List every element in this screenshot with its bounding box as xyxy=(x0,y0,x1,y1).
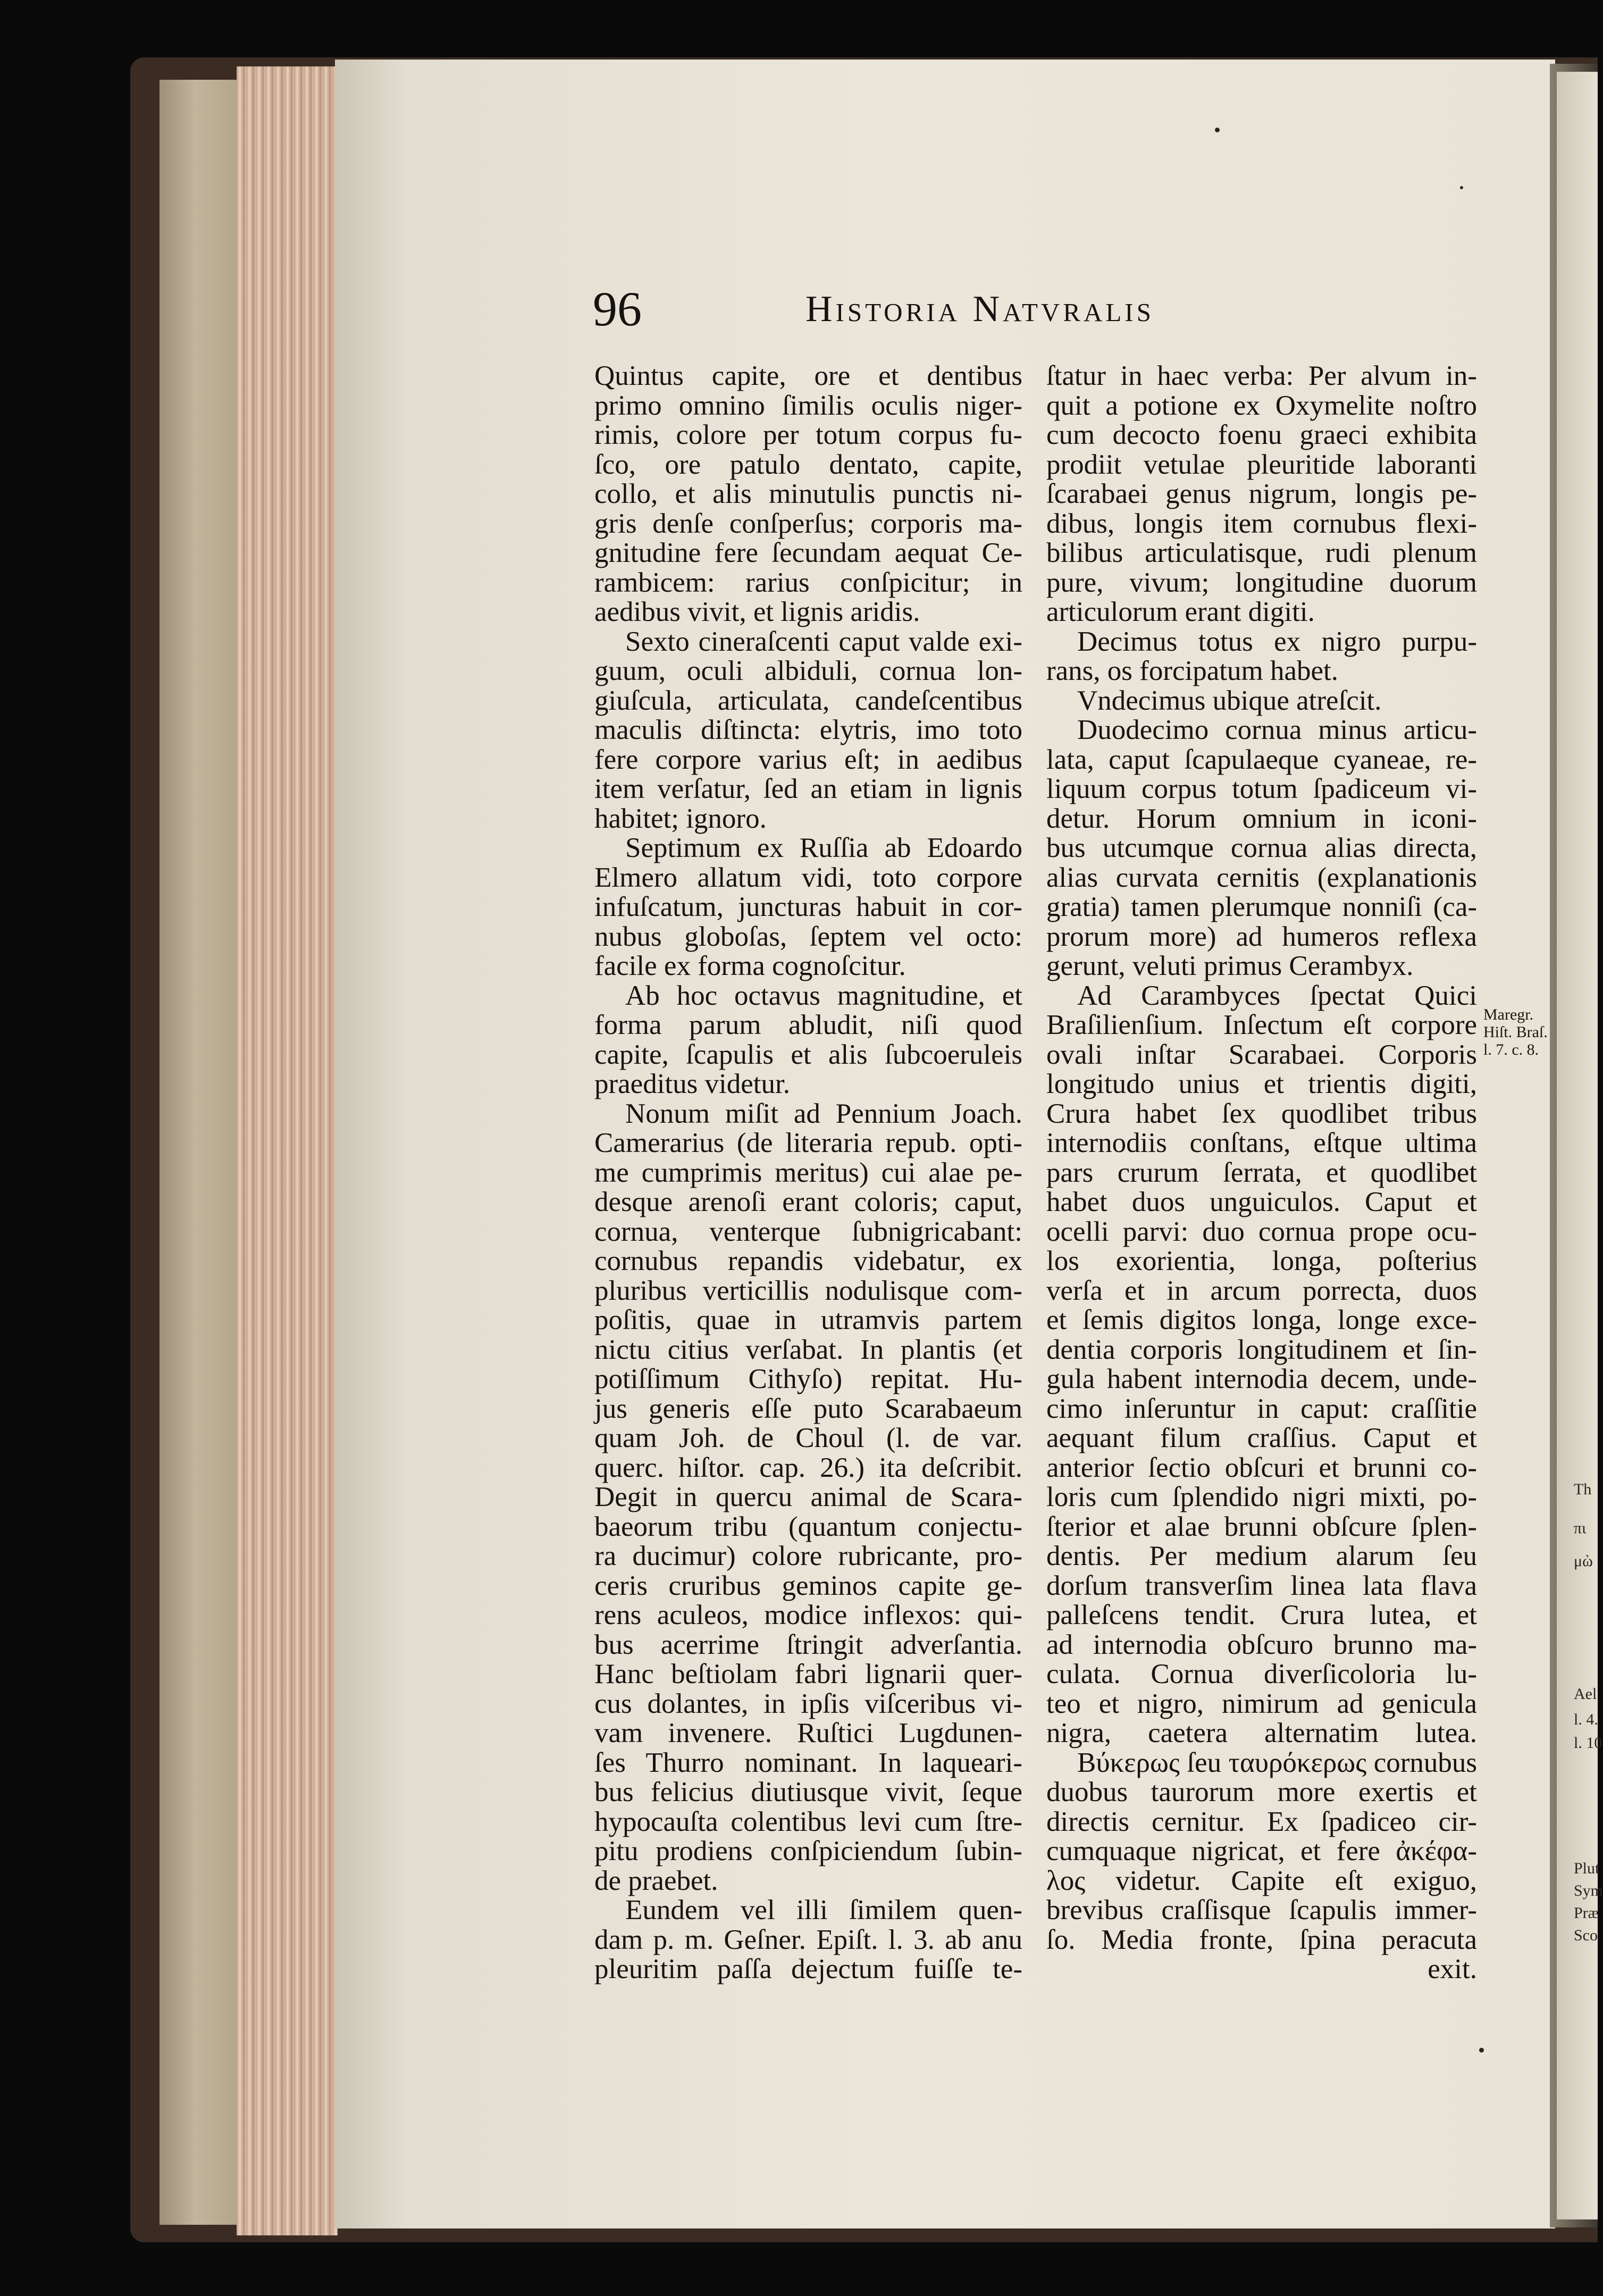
text-line: articulorum erant digiti. xyxy=(1046,596,1315,627)
text-line: rens aculeos, modice inflexos: qui- xyxy=(594,1600,1022,1630)
text-line: quam Joh. de Choul (l. de var. xyxy=(594,1423,1022,1453)
text-line: habet duos unguiculos. Caput et xyxy=(1046,1187,1477,1217)
text-line: longitudo unius et trientis digiti, xyxy=(1046,1069,1477,1099)
text-line: prodiit vetulae pleuritide laboranti xyxy=(1046,449,1477,480)
next-page-fragment: Sco xyxy=(1574,1927,1598,1944)
text-line: pitu prodiens conſpiciendum ſubin- xyxy=(594,1836,1022,1866)
text-line: detur. Horum omnium in iconi- xyxy=(1046,803,1477,834)
text-line: ſco, ore patulo dentato, capite, xyxy=(594,449,1022,480)
text-line: Duodecimo cornua minus articu- xyxy=(1077,714,1477,745)
text-line: bus utcumque cornua alias directa, xyxy=(1046,832,1477,863)
text-line: dentia corporis longitudinem et ſin- xyxy=(1046,1334,1477,1365)
page-edges xyxy=(237,66,338,2235)
text-line: cornua, venterque ſubnigricabant: xyxy=(594,1216,1022,1247)
text-line: Ad Carambyces ſpectat Quici xyxy=(1077,980,1477,1011)
text-line: internodiis conſtans, eſtque ultima xyxy=(1046,1128,1477,1158)
text-line: vam invenere. Ruſtici Lugdunen- xyxy=(594,1718,1022,1748)
text-line: potiſſimum Cithyſo) repitat. Hu- xyxy=(594,1364,1022,1394)
next-page-fragment: Th xyxy=(1574,1481,1592,1498)
text-line: rambicem: rarius conſpicitur; in xyxy=(594,567,1022,598)
text-line: bus acerrime ſtringit adverſantia. xyxy=(594,1629,1022,1660)
text-line: baeorum tribu (quantum conjectu- xyxy=(594,1511,1022,1542)
text-line: teo et nigro, nimirum ad genicula xyxy=(1046,1688,1477,1719)
text-line: capite, ſcapulis et alis ſubcoeruleis xyxy=(594,1039,1022,1070)
text-line: Nonum miſit ad Pennium Joach. xyxy=(625,1098,1022,1129)
text-line: dibus, longis item cornubus flexi- xyxy=(1046,508,1477,539)
ink-speck xyxy=(1215,128,1220,132)
text-line: verſa et in arcum porrecta, duos xyxy=(1046,1275,1477,1306)
text-line: pleuritim paſſa dejectum fuiſſe te- xyxy=(594,1954,1022,1984)
next-page-fragment: l. 10 xyxy=(1574,1734,1602,1752)
text-line: Septimum ex Ruſſia ab Edoardo xyxy=(625,832,1022,863)
next-page-fragment: Ael xyxy=(1574,1685,1597,1703)
running-title: Historia Natvralis xyxy=(805,289,1154,330)
text-line: infuſcatum, juncturas habuit in cor- xyxy=(594,892,1022,922)
text-line: collo, et alis minutulis punctis ni- xyxy=(594,478,1022,509)
text-line: ceris cruribus geminos capite ge- xyxy=(594,1570,1022,1601)
text-line: nictu citius verſabat. In plantis (et xyxy=(594,1334,1022,1365)
text-line: pluribus verticillis nodulisque com- xyxy=(594,1275,1022,1306)
text-line: nubus globoſas, ſeptem vel octo: xyxy=(594,921,1022,952)
text-line: maculis diſtincta: elytris, imo toto xyxy=(594,714,1022,745)
text-line: Crura habet ſex quodlibet tribus xyxy=(1046,1098,1477,1129)
text-line: alias curvata cernitis (explanationis xyxy=(1046,862,1477,893)
text-line: querc. hiſtor. cap. 26.) ita deſcribit. xyxy=(594,1452,1022,1483)
text-line: dorſum transverſim linea lata flava xyxy=(1046,1570,1477,1601)
text-line: ſcarabaei genus nigrum, longis pe- xyxy=(1046,478,1477,509)
page-number: 96 xyxy=(593,282,642,336)
text-line: ovali inſtar Scarabaei. Corporis xyxy=(1046,1039,1477,1070)
text-line: habitet; ignoro. xyxy=(594,803,767,834)
next-page-fragment: Præ xyxy=(1574,1904,1599,1922)
text-line: bus felicius diutiusque vivit, ſeque xyxy=(594,1777,1022,1807)
text-line: lata, caput ſcapulaeque cyaneae, re- xyxy=(1046,744,1477,775)
text-line: pure, vivum; longitudine duorum xyxy=(1046,567,1477,598)
text-line: Degit in quercu animal de Scara- xyxy=(594,1482,1022,1512)
text-line: culata. Cornua diverſicoloria lu- xyxy=(1046,1659,1477,1689)
text-line: exit. xyxy=(1428,1954,1477,1984)
page-header xyxy=(593,281,1260,339)
text-line: aedibus vivit, et lignis aridis. xyxy=(594,596,920,627)
text-line: gratia) tamen plerumque nonniſi (ca- xyxy=(1046,892,1477,922)
text-line: pars crurum ſerrata, et quodlibet xyxy=(1046,1157,1477,1188)
next-page-fragment: μὼ xyxy=(1574,1552,1593,1570)
text-line: cumquaque nigricat, et fere ἀκέφα- xyxy=(1046,1836,1477,1866)
text-line: primo omnino ſimilis oculis niger- xyxy=(594,390,1022,421)
text-line: gerunt, veluti primus Cerambyx. xyxy=(1046,951,1414,981)
text-line: Elmero allatum vidi, toto corpore xyxy=(594,862,1022,893)
text-line: dam p. m. Geſner. Epiſt. l. 3. ab anu xyxy=(594,1924,1022,1955)
text-line: rans, os forcipatum habet. xyxy=(1046,655,1338,686)
text-line: cus dolantes, in ipſis viſceribus vi- xyxy=(594,1688,1022,1719)
text-line: et ſemis digitos longa, longe exce- xyxy=(1046,1305,1477,1335)
text-line: Decimus totus ex nigro purpu- xyxy=(1077,626,1477,657)
text-line: rimis, colore per totum corpus fu- xyxy=(594,419,1022,450)
text-line: Quintus capite, ore et dentibus xyxy=(594,360,1022,391)
margin-note-line: l. 7. c. 8. xyxy=(1483,1041,1539,1058)
ink-speck xyxy=(1479,2048,1484,2053)
text-line: duobus taurorum more exertis et xyxy=(1046,1777,1477,1807)
text-line: gula habent internodia decem, unde- xyxy=(1046,1364,1477,1394)
text-line: bilibus articulatisque, rudi plenum xyxy=(1046,537,1477,568)
text-line: palleſcens tendit. Crura lutea, et xyxy=(1046,1600,1477,1630)
text-line: Braſilienſium. Inſectum eſt corpore xyxy=(1046,1010,1477,1040)
text-line: guum, oculi albiduli, cornua lon- xyxy=(594,655,1022,686)
margin-note-line: Maregr. xyxy=(1483,1006,1534,1023)
text-line: Eundem vel illi ſimilem quen- xyxy=(625,1895,1022,1925)
text-line: aequant filum craſſius. Caput et xyxy=(1046,1423,1477,1453)
text-line: cimo inſeruntur in caput: craſſitie xyxy=(1046,1393,1477,1424)
text-line: item verſatur, ſed an etiam in lignis xyxy=(594,773,1022,804)
text-line: quit a potione ex Oxymelite noſtro xyxy=(1046,390,1477,421)
text-line: ra ducimur) colore rubricante, pro- xyxy=(594,1541,1022,1571)
text-line: facile ex forma cognoſcitur. xyxy=(594,951,906,981)
text-line: anterior ſectio obſcuri et brunni co- xyxy=(1046,1452,1477,1483)
text-line: fere corpore varius eſt; in aedibus xyxy=(594,744,1022,775)
text-line: λος videtur. Capite eſt exiguo, xyxy=(1046,1865,1477,1896)
text-line: loris cum ſplendido nigri mixti, po- xyxy=(1046,1482,1477,1512)
text-line: brevibus craſſisque ſcapulis immer- xyxy=(1046,1895,1477,1925)
margin-note-line: Hiſt. Braſ. xyxy=(1483,1023,1548,1041)
text-line: prorum more) ad humeros reflexa xyxy=(1046,921,1477,952)
text-line: cornubus repandis videbatur, ex xyxy=(594,1246,1022,1276)
text-line: de praebet. xyxy=(594,1865,718,1896)
next-page-fragment: Sym xyxy=(1574,1882,1603,1899)
text-line: giuſcula, articulata, candeſcentibus xyxy=(594,685,1022,716)
text-line: gnitudine fere ſecundam aequat Ce- xyxy=(594,537,1022,568)
next-page-fragments xyxy=(1574,0,1603,2296)
next-page-fragment: Plut xyxy=(1574,1860,1600,1877)
text-line: gris denſe conſperſus; corporis ma- xyxy=(594,508,1022,539)
text-line: ſo. Media fronte, ſpina peracuta xyxy=(1046,1924,1477,1955)
left-text-column xyxy=(594,361,1022,1984)
text-line: Hanc beſtiolam fabri lignarii quer- xyxy=(594,1659,1022,1689)
ink-speck xyxy=(1460,186,1463,189)
text-line: ad internodia obſcuro brunno ma- xyxy=(1046,1629,1477,1660)
margin-note xyxy=(1483,1006,1548,1058)
text-line: nigra, caetera alternatim lutea. xyxy=(1046,1718,1477,1748)
text-line: ſtatur in haec verba: Per alvum in- xyxy=(1046,360,1477,391)
text-line: Camerarius (de literaria repub. opti- xyxy=(594,1128,1022,1158)
right-text-column xyxy=(1046,361,1477,1984)
text-line: dentis. Per medium alarum ſeu xyxy=(1046,1541,1477,1571)
text-line: Vndecimus ubique atreſcit. xyxy=(1077,685,1382,716)
text-line: me cumprimis meritus) cui alae pe- xyxy=(594,1157,1022,1188)
text-line: hypocauſta colentibus levi cum ſtre- xyxy=(594,1806,1022,1837)
next-page-fragment: l. 4. xyxy=(1574,1711,1598,1728)
text-line: ſterior et alae brunni obſcure ſplen- xyxy=(1046,1511,1477,1542)
text-line: directis cernitur. Ex ſpadiceo cir- xyxy=(1046,1806,1477,1837)
text-line: ocelli parvi: duo cornua prope ocu- xyxy=(1046,1216,1477,1247)
text-line: poſitis, quae in utramvis partem xyxy=(594,1305,1022,1335)
text-line: ſes Thurro nominant. In laqueari- xyxy=(594,1747,1022,1778)
text-line: cum decocto foenu graeci exhibita xyxy=(1046,419,1477,450)
endpaper xyxy=(160,80,239,2225)
text-line: praeditus videtur. xyxy=(594,1069,790,1099)
text-line: Ab hoc octavus magnitudine, et xyxy=(625,980,1022,1011)
text-line: Sexto cineraſcenti caput valde exi- xyxy=(625,626,1022,657)
text-line: forma parum abludit, niſi quod xyxy=(594,1010,1022,1040)
text-line: jus generis eſſe puto Scarabaeum xyxy=(594,1393,1022,1424)
text-line: Βύκερως ſeu ταυρόκερως cornubus xyxy=(1077,1747,1477,1778)
text-line: los exorientia, longa, poſterius xyxy=(1046,1246,1477,1276)
text-line: liquum corpus totum ſpadiceum vi- xyxy=(1046,773,1477,804)
next-page-fragment: πι xyxy=(1574,1519,1587,1537)
text-line: desque arenoſi erant coloris; caput, xyxy=(594,1187,1022,1217)
